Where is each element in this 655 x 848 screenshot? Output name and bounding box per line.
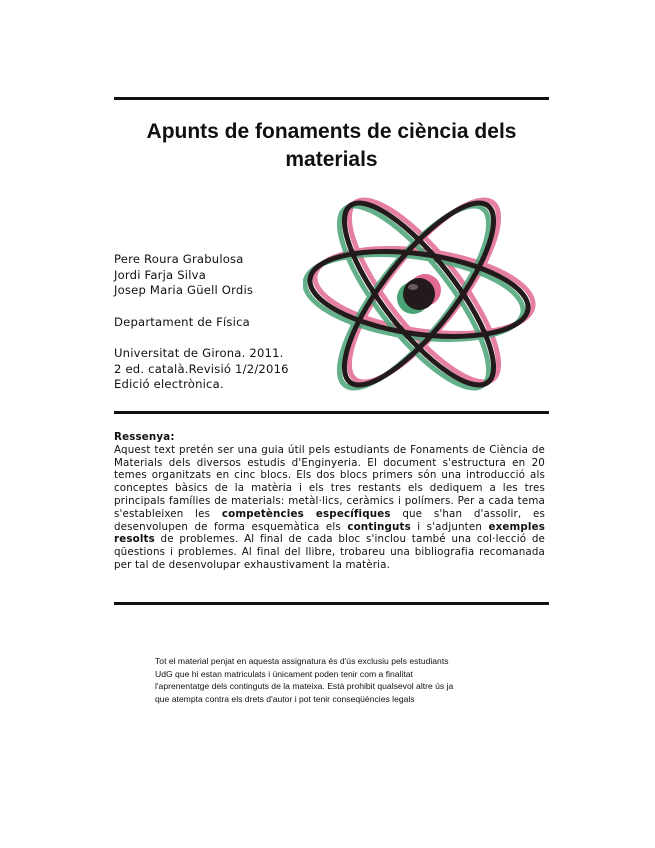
atom-nucleus-highlight (408, 284, 418, 290)
format-line: Edició electrònica. (114, 377, 224, 391)
department: Departament de Física (114, 314, 250, 329)
university-line: Universitat de Girona. 2011. (114, 346, 284, 360)
abstract-heading: Ressenya: (114, 431, 175, 443)
edition-line: 2 ed. català.Revisió 1/2/2016 (114, 361, 289, 376)
abstract-text-1: Aquest text pretén ser una guia útil pels estudiants de Fonaments de Ciència de Materials dels diversos estudis d'Enginyeria. El document s'estructura en 20 temes organitzats en cinc blocs. Els dos blocs primers són una introducció als conceptes bàsics de la matèria i els tres restants els dediquem a les tres principals famílies de materials: metàl·lics, ceràmics i polímers. Per a cada tema s'estableixen les (114, 443, 545, 520)
abstract-text-3: i s'adjunten (410, 520, 489, 533)
author-block (114, 252, 314, 393)
atom-nucleus (403, 278, 435, 310)
abstract-bold-1: competències específiques (221, 507, 391, 520)
top-rule (114, 97, 549, 100)
abstract (114, 431, 545, 572)
atom-icon (303, 176, 539, 408)
middle-rule (114, 411, 549, 414)
abstract-bold-3: exemples resolts (114, 520, 545, 546)
author-1: Pere Roura Grabulosa (114, 252, 244, 266)
abstract-bold-2: continguts (347, 520, 411, 533)
author-2: Jordi Farja Silva (114, 267, 206, 282)
page-title: Apunts de fonaments de ciència dels materials (146, 120, 517, 171)
usage-notice: Tot el material penjat en aquesta assignatura és d'ús exclusiu pels estudiants UdG que hi estan matriculats i únicament poden tenir com a finalitat l'aprenentatge dels continguts de la mateixa. Està prohibit qualsevol altre ús ja que atempta contra els drets d'autor i pot tenir conseqüències legals (155, 656, 454, 704)
abstract-text-2: que s'han d'assolir, es desenvolupen de forma esquemàtica els (114, 507, 546, 533)
abstract-text-4: de problemes. Al final de cada bloc s'inclou també una col·lecció de qüestions i problemes. Al final del llibre, trobareu una bibliografia recomanada per tal de desenvolupar exhaustivament la matèria. (114, 533, 545, 571)
bottom-rule (114, 602, 549, 605)
author-3: Josep Maria Güell Ordis (114, 283, 254, 297)
